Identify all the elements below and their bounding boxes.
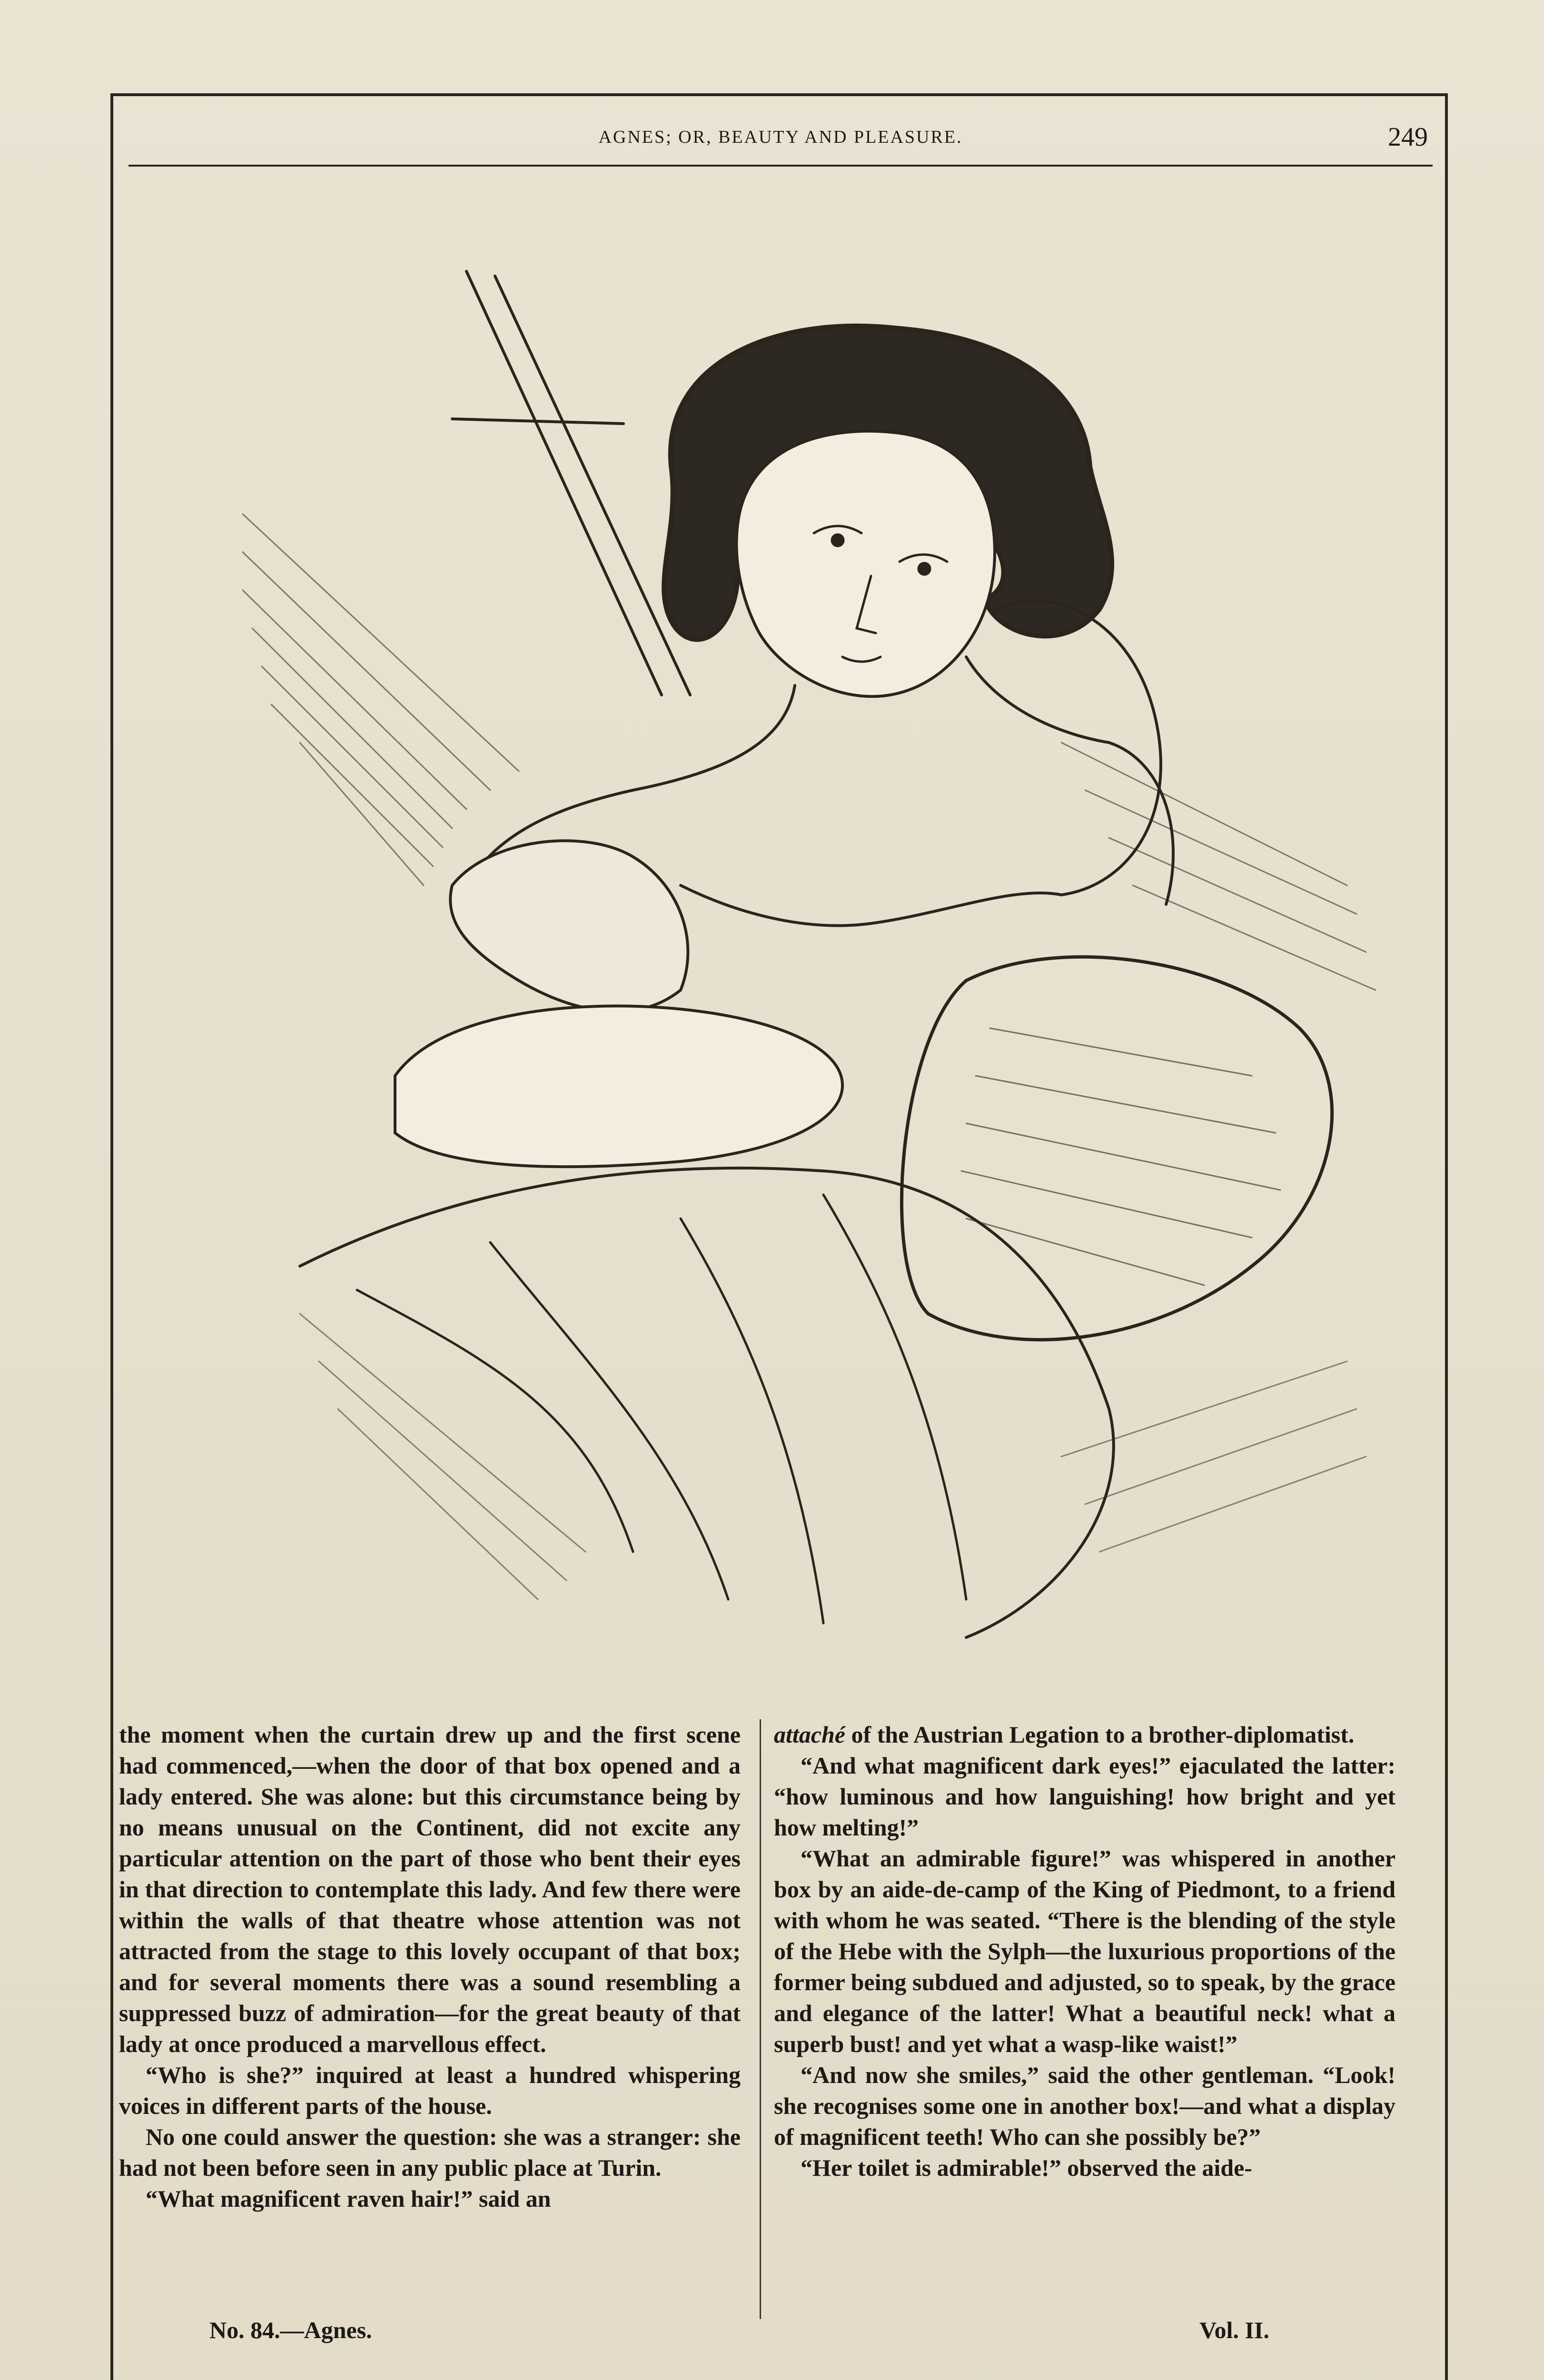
running-title: AGNES; OR, BEAUTY AND PLEASURE. xyxy=(598,127,963,147)
paragraph: “What an admirable figure!” was whispered in another box by an aide-de-camp of the King of Piedmont, to a friend with whom he was seated. “There is the blending of the style of the Hebe with the Sylph—the luxurious proportions of the former being subdued and adjusted, so to speak, by the grace and elegance of the latter! What a beautiful neck! what a superb bust! and yet what a wasp-like waist!” xyxy=(774,1845,1396,2057)
footer-issue-number: No. 84.—Agnes. xyxy=(209,2317,372,2343)
text-column-right xyxy=(774,1719,1396,2317)
paragraph: “And now she smiles,” said the other gentleman. “Look! she recognises some one in another box!—and what a display of magnificent teeth! Who can she possibly be?” xyxy=(774,2062,1396,2150)
paragraph: “What magnificent raven hair!” said an xyxy=(146,2185,551,2212)
page-number: 249 xyxy=(1388,122,1428,152)
paragraph: the moment when the curtain drew up and the first scene had commenced,—when the door of that box opened and a lady entered. She was alone: but this circumstance being by no means unusual on the Continent, did not excite any particular attention on the part of those who bent their eyes in that direction to contemplate this lady. And few there were within the walls of that theatre whose attention was not attracted from the stage to this lovely occupant of that box; and for several moments there was a sound resembling a suppressed buzz of admiration—for the great beauty of that lady at once produced a marvellous effect. xyxy=(119,1721,741,2057)
text-column-left xyxy=(119,1719,741,2317)
header-rule xyxy=(129,165,1433,167)
paragraph xyxy=(774,1719,1396,1750)
paragraph: “Who is she?” inquired at least a hundred whispering voices in different parts of the house. xyxy=(119,2062,741,2119)
footer-volume: Vol. II. xyxy=(1199,2317,1269,2343)
engraving-reclining-woman-icon xyxy=(157,267,1395,1647)
paragraph: “Her toilet is admirable!” observed the aide- xyxy=(801,2154,1252,2181)
italic-word: attaché xyxy=(774,1721,845,1748)
column-divider xyxy=(760,1719,761,2319)
running-header xyxy=(129,122,1433,159)
paragraph: No one could answer the question: she was a stranger: she had not been before seen in any public place at Turin. xyxy=(119,2123,741,2181)
paragraph-text: of the Austrian Legation to a brother-diplomatist. xyxy=(845,1721,1355,1748)
paragraph: “And what magnificent dark eyes!” ejaculated the latter: “how luminous and how languishing! how bright and yet how melting!” xyxy=(774,1752,1396,1841)
